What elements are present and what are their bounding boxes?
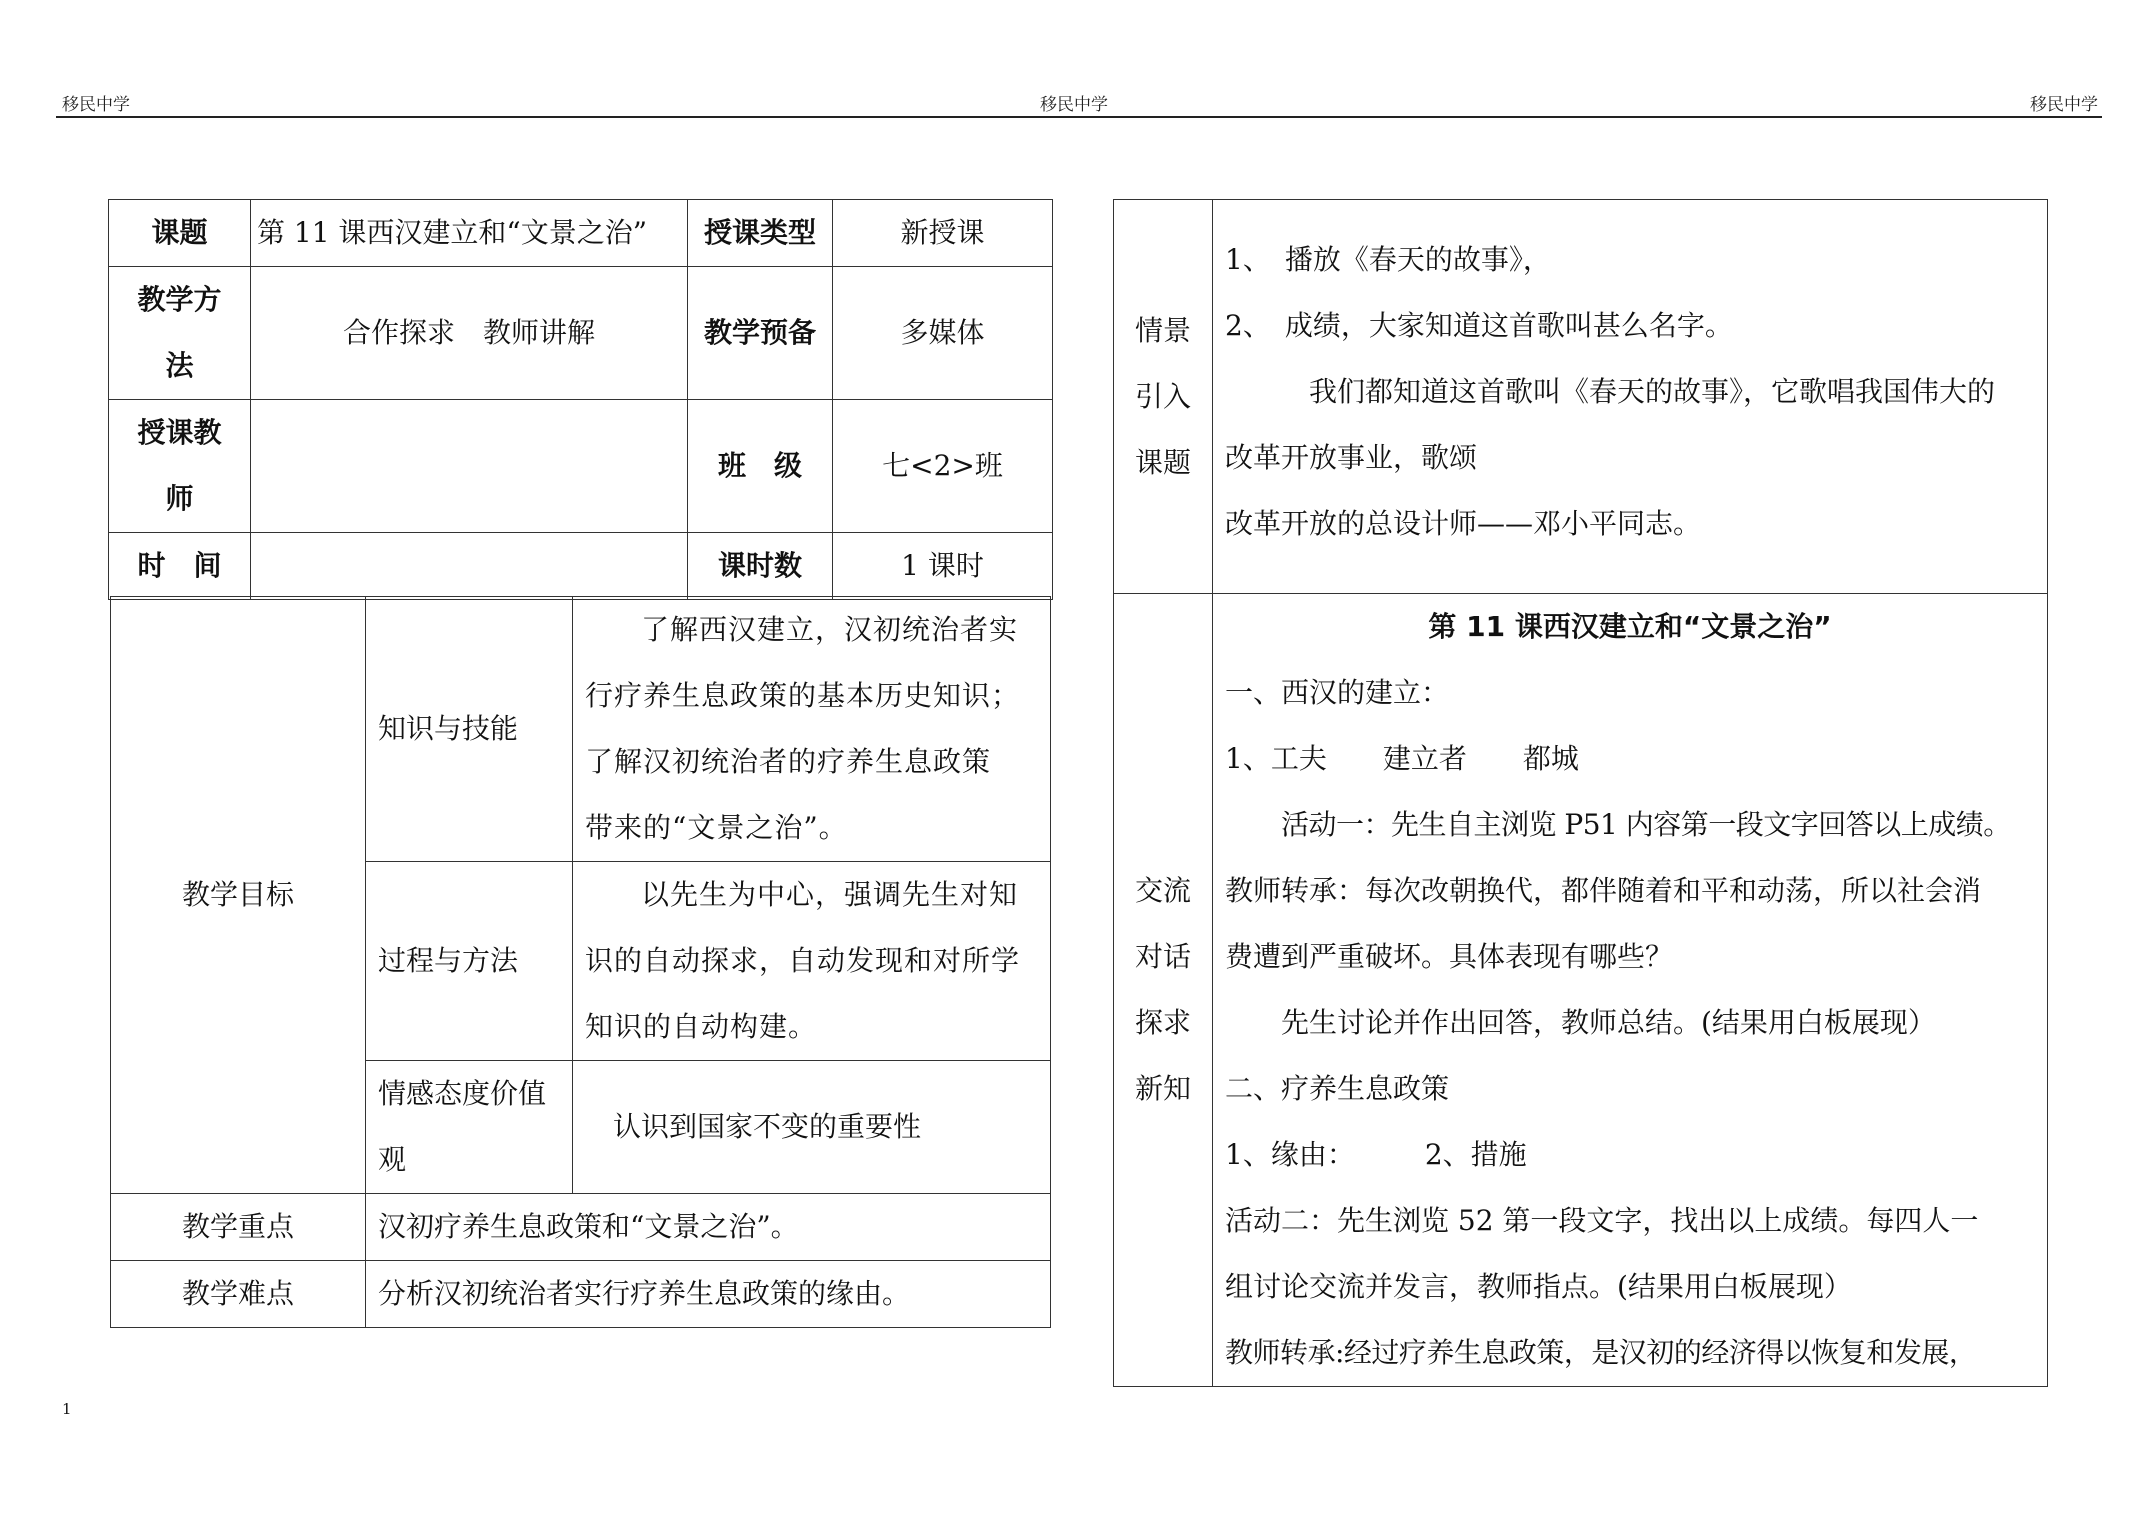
hours-value: 1 课时 bbox=[833, 533, 1053, 600]
knowledge-text: 了解西汉建立，汉初统治者实 行疗养生息政策的基本历史知识； 了解汉初统治者的疗养生息政策 带来的“文景之治”。 bbox=[573, 597, 1051, 862]
method-label: 教学方 法 bbox=[109, 267, 251, 400]
time-value bbox=[251, 533, 688, 600]
process-text: 以先生为中心，强调先生对知 识的自动探求，自动发现和对所学 知识的自动构建。 bbox=[573, 862, 1051, 1061]
prep-value: 多媒体 bbox=[833, 267, 1053, 400]
topic-label: 课题 bbox=[109, 200, 251, 267]
lesson-info-table bbox=[108, 199, 1053, 600]
time-label: 时 间 bbox=[109, 533, 251, 600]
emotion-text: 认识到国家不变的重要性 bbox=[573, 1061, 1051, 1194]
key-point-text: 汉初疗养生息政策和“文景之治”。 bbox=[366, 1194, 1051, 1261]
difficulty-text: 分析汉初统治者实行疗养生息政策的缘由。 bbox=[366, 1261, 1051, 1328]
knowledge-label: 知识与技能 bbox=[366, 597, 573, 862]
lesson-type-label: 授课类型 bbox=[688, 200, 833, 267]
teacher-value bbox=[251, 400, 688, 533]
difficulty-label: 教学难点 bbox=[111, 1261, 366, 1328]
emotion-label: 情感态度价值 观 bbox=[366, 1061, 573, 1194]
class-value: 七<2>班 bbox=[833, 400, 1053, 533]
key-point-label: 教学重点 bbox=[111, 1194, 366, 1261]
process-label: 过程与方法 bbox=[366, 862, 573, 1061]
header-right: 移民中学 bbox=[2030, 95, 2098, 115]
section-title: 第 11 课西汉建立和“文景之治” bbox=[1428, 610, 1832, 643]
header-rule bbox=[56, 116, 2102, 118]
prep-label: 教学预备 bbox=[688, 267, 833, 400]
teaching-goals-table bbox=[110, 596, 1051, 1328]
class-label: 班 级 bbox=[688, 400, 833, 533]
header-center: 移民中学 bbox=[1040, 95, 1108, 115]
intro-text: 1、 播放《春天的故事》， 2、 成绩，大家知道这首歌叫甚么名字。 我们都知道这首歌叫《春天的故事》，它歌唱我国伟大的 改革开放事业，歌颂 改革开放的总设计师——邓小平同志。 bbox=[1213, 200, 2048, 594]
explore-text: 第 11 课西汉建立和“文景之治” 一、西汉的建立： 1、工夫 建立者 都城 活动一：先生自主浏览 P51 内容第一段文字回答以上成绩。 教师转承：每次改朝换代，都伴随着和平和动荡，所以社会消 费遭到严重破坏。具体表现有哪些？ 先生讨论并作出回答，教师总结。(结果用白板展现） 二、疗养生息政策 1、缘由： 2、措施 活动二：先生浏览 52 第一段文字，找出以上成绩。每四人一 组讨论交流并发言，教师指点。(结果用白板展现） 教师转承:经过疗养生息政策，是汉初的经济得以恢复和发展， bbox=[1213, 594, 2048, 1387]
lesson-type-value: 新授课 bbox=[833, 200, 1053, 267]
teaching-process-table bbox=[1113, 199, 2048, 1387]
hours-label: 课时数 bbox=[688, 533, 833, 600]
page-number: 1 bbox=[62, 1400, 72, 1418]
goals-label: 教学目标 bbox=[111, 597, 366, 1194]
header-left: 移民中学 bbox=[62, 95, 130, 115]
topic-value: 第 11 课西汉建立和“文景之治” bbox=[251, 200, 688, 267]
explore-label: 交流 对话 探求 新知 bbox=[1114, 594, 1213, 1387]
method-value: 合作探求 教师讲解 bbox=[251, 267, 688, 400]
teacher-label: 授课教 师 bbox=[109, 400, 251, 533]
intro-label: 情景 引入 课题 bbox=[1114, 200, 1213, 594]
